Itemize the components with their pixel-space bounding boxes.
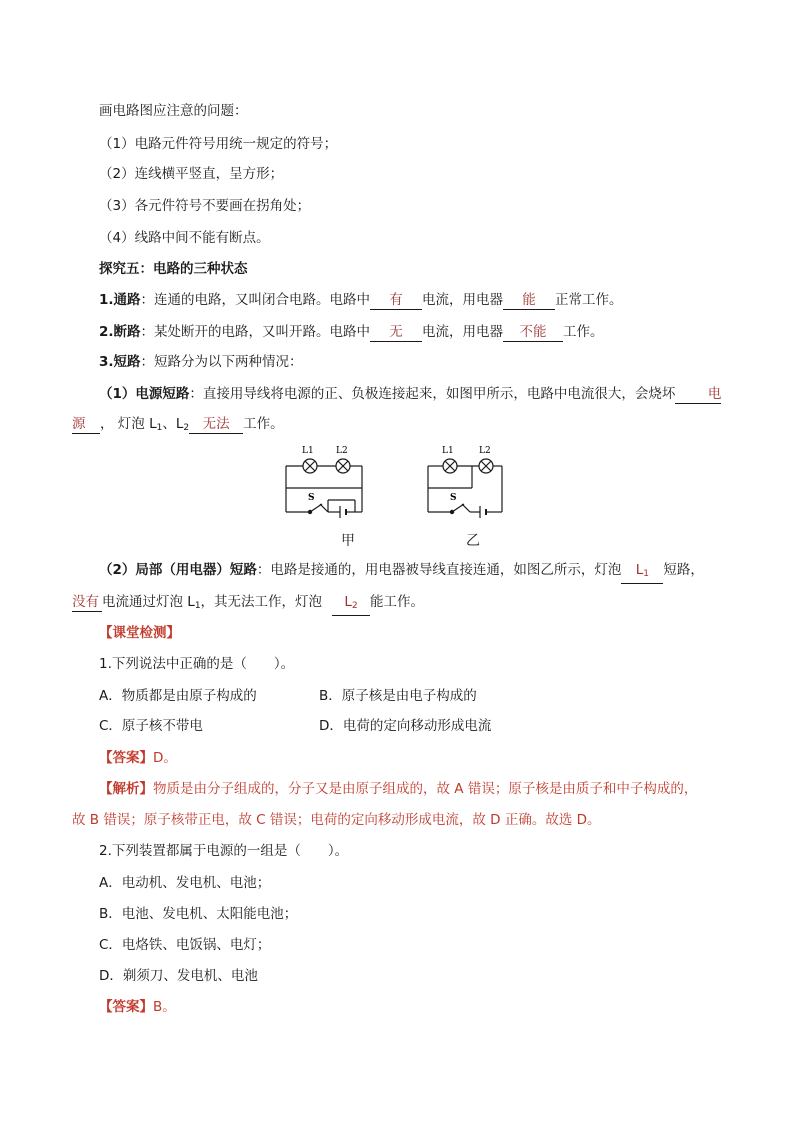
q1-option-a: A．物质都是由原子构成的 — [99, 688, 257, 704]
q2-option-b: B．电池、发电机、太阳能电池； — [99, 906, 298, 922]
label-s-a: S — [308, 493, 315, 503]
label-l1-a: L1 — [302, 446, 314, 456]
figure-caption-a: 甲 — [341, 533, 355, 549]
partial-short-line-1: （2）局部（用电器）短路：电路是接通的，用电器被导线直接连通，如图乙所示，灯泡 $L_1$ 短路， — [99, 560, 704, 584]
open-circuit-line: 1.通路：连通的电路，又叫闭合电路。电路中 有 电流，用电器 能 正常工作。 — [99, 292, 623, 308]
label-s-b: S — [450, 493, 457, 503]
q1-answer: 【答案】D。 — [99, 750, 177, 766]
q2-option-a: A．电动机、发电机、电池； — [99, 875, 271, 891]
notes-item-1: （1）电路元件符号用统一规定的符号； — [99, 136, 338, 152]
blank: 不能 — [503, 323, 563, 342]
q2-stem: 2.下列装置都属于电源的一组是（ ）。 — [99, 843, 349, 859]
q1-option-c: C．原子核不带电 — [99, 718, 203, 734]
q2-option-d: D．剃须刀、发电机、电池 — [99, 968, 258, 984]
notes-item-4: （4）线路中间不能有断点。 — [99, 230, 270, 246]
notes-item-2: （2）连线横平竖直，呈方形； — [99, 166, 284, 182]
label-l1-b: L1 — [442, 446, 454, 456]
blank: $L_1$ — [621, 561, 663, 584]
blank: 有 — [370, 291, 422, 310]
lamp-l2-a — [336, 459, 350, 473]
blank: 能 — [503, 291, 555, 310]
circuit-diagram-a — [280, 440, 380, 520]
blank: 源 — [72, 415, 100, 434]
battery-b — [480, 506, 486, 518]
notes-heading: 画电路图应注意的问题： — [99, 103, 248, 119]
blank: 无 — [370, 323, 422, 342]
check-title: 【课堂检测】 — [99, 625, 180, 641]
blank: 没有 — [72, 593, 102, 612]
lamp-l2-b — [479, 459, 493, 473]
partial-short-line-2: 没有 电流通过灯泡 $L_1$，其无法工作，灯泡 $L_2$ 能工作。 — [72, 592, 424, 616]
q2-option-c: C．电烙铁、电饭锅、电灯； — [99, 937, 271, 953]
source-short-line-2: 源 ， 灯泡 $L_1$、$L_2$ 无法 工作。 — [72, 416, 284, 433]
q1-option-d: D．电荷的定向移动形成电流 — [319, 718, 492, 734]
q1-options-row-2 — [99, 716, 699, 736]
q2-answer: 【答案】B。 — [99, 999, 176, 1015]
lamp-l1-b — [443, 459, 457, 473]
lamp-l1-a — [303, 459, 317, 473]
blank: 无法 — [189, 415, 243, 434]
label-l2-a: L2 — [336, 446, 348, 456]
q1-analysis-line-1: 【解析】物质是由分子组成的，分子又是由原子组成的，故 A 错误；原子核是由质子和中子构成的， — [99, 781, 698, 797]
break-circuit-line: 2.断路：某处断开的电路，又叫开路。电路中 无 电流，用电器 不能 工作。 — [99, 324, 604, 340]
battery-a — [340, 506, 346, 518]
q1-option-b: B．原子核是由电子构成的 — [319, 688, 477, 704]
switch-a — [308, 504, 322, 514]
section-title: 探究五：电路的三种状态 — [99, 261, 248, 277]
q1-stem: 1.下列说法中正确的是（ ）。 — [99, 656, 295, 672]
notes-item-3: （3）各元件符号不要画在拐角处； — [99, 198, 311, 214]
label-l2-b: L2 — [479, 446, 491, 456]
q1-options-row-1 — [99, 686, 699, 706]
blank: 电 — [675, 385, 721, 404]
circuit-diagram-b — [422, 440, 522, 520]
source-short-line-1: （1）电源短路：直接用导线将电源的正、负极连接起来，如图甲所示，电路中电流很大，会烧坏 电 — [99, 386, 722, 402]
switch-b — [450, 504, 464, 514]
blank: $L_2$ — [332, 593, 370, 616]
q1-analysis-line-2: 故 B 错误；原子核带正电，故 C 错误；电荷的定向移动形成电流，故 D 正确。故选 D。 — [72, 812, 601, 828]
short-circuit-line: 3.短路：短路分为以下两种情况： — [99, 354, 303, 370]
figure-caption-b: 乙 — [466, 533, 480, 549]
